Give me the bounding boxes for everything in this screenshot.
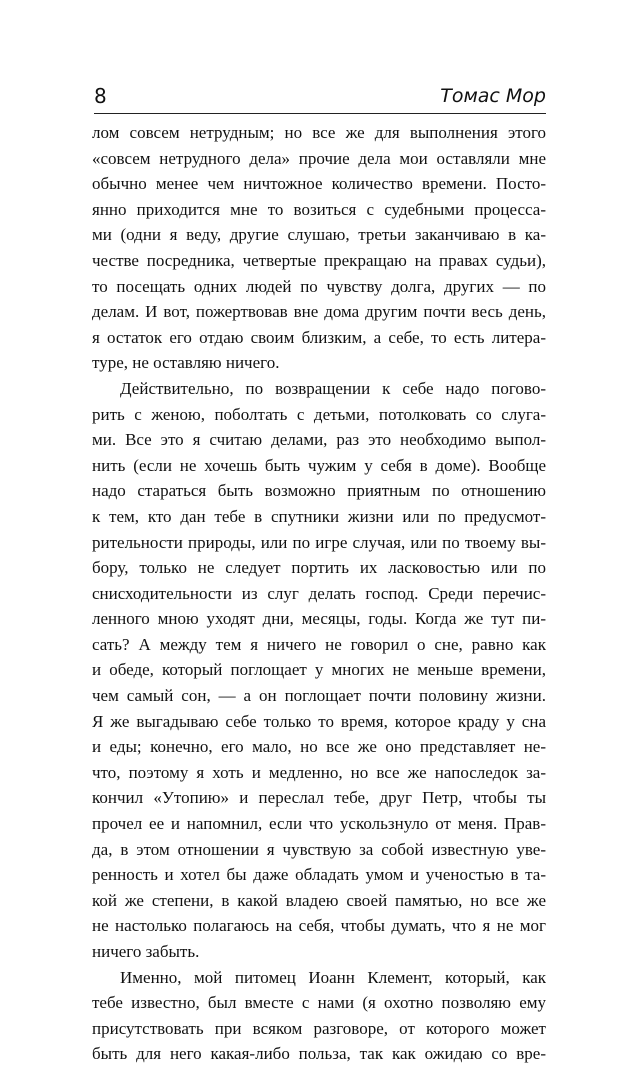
text-line: янно приходится мне то возиться с судебными процесса- [92, 199, 546, 219]
text-line: не настолько полагаюсь на себя, чтобы думать, что я не мог [92, 916, 546, 936]
page-number: 8 [94, 84, 107, 108]
text-line: что, поэтому я хоть и медленно, но все же напоследок за- [92, 762, 546, 782]
text-line: туре, не оставляю ничего. [92, 353, 280, 373]
text-line: лом совсем нетрудным; но все же для выполнения этого [92, 123, 546, 142]
text-line: кончил «Утопию» и переслал тебе, друг Петр, чтобы ты [92, 788, 546, 808]
text-line: Я же выгадываю себе только то время, которое краду у сна [92, 711, 546, 731]
text-line: нить (если не хочешь быть чужим у себя в доме). Вообще [92, 455, 546, 475]
text-line: делам. И вот, пожертвовав вне дома другим почти весь день, [92, 302, 546, 322]
running-title: Томас Мор [440, 85, 546, 107]
text-line: прочел ее и напомнил, если что ускользнуло от меня. Прав- [92, 814, 546, 834]
text-line: обычно менее чем ничтожное количество времени. Посто- [92, 174, 546, 194]
text-line: присутствовать при всяком разговоре, от которого может [92, 1018, 546, 1038]
text-line: кой же степени, в какой владею своей памятью, но все же [92, 890, 546, 910]
text-line: Действительно, по возвращении к себе надо погово- [120, 378, 546, 398]
text-line: да, в этом отношении я чувствую за собой известную уве- [92, 839, 546, 859]
text-line: ленного мною уходят дни, месяцы, годы. Когда же тут пи- [92, 609, 546, 629]
header-rule [94, 113, 546, 114]
text-line: снисходительности из слуг делать господ. Среди перечис- [92, 583, 546, 603]
body-text [92, 120, 546, 1067]
text-line: то посещать одних людей по чувству долга, других — по [92, 276, 546, 296]
text-line: ренность и хотел бы даже обладать умом и ученостью в та- [92, 865, 546, 885]
text-line: чем самый сон, — а он поглощает почти половину жизни. [92, 686, 546, 706]
text-line: рительности природы, или по игре случая, или по твоему вы- [92, 532, 546, 552]
text-line: надо стараться быть возможно приятным по отношению [92, 481, 546, 501]
text-line: Именно, мой питомец Иоанн Клемент, который, как [120, 967, 546, 987]
text-line: бору, только не следует портить их ласковостью или по [92, 558, 546, 578]
text-line: честве посредника, четвертые прекращаю на правах судьи), [92, 250, 546, 270]
text-line: «совсем нетрудного дела» прочие дела мои оставляли мне [92, 148, 546, 168]
text-line: тебе известно, был вместе с нами (я охотно позволяю ему [92, 993, 546, 1013]
text-line: рить с женою, поболтать с детьми, потолковать со слуга- [92, 404, 546, 424]
text-line: к тем, кто дан тебе в спутники жизни или по предусмот- [92, 506, 546, 526]
text-line: я остаток его отдаю своим близким, а себе, то есть литера- [92, 327, 546, 347]
page-header [94, 84, 546, 110]
text-line: и обеде, который поглощает у многих не меньше времени, [92, 660, 546, 680]
text-line: ми (одни я веду, другие слушаю, третьи заканчиваю в ка- [92, 225, 546, 245]
text-line: быть для него какая-либо польза, так как ожидаю со вре- [92, 1044, 546, 1064]
text-line: сать? А между тем я ничего не говорил о сне, равно как [92, 634, 546, 654]
text-line: ми. Все это я считаю делами, раз это необходимо выпол- [92, 430, 546, 450]
text-line: и еды; конечно, его мало, но все же оно представляет не- [92, 737, 546, 757]
text-line: ничего забыть. [92, 942, 200, 961]
